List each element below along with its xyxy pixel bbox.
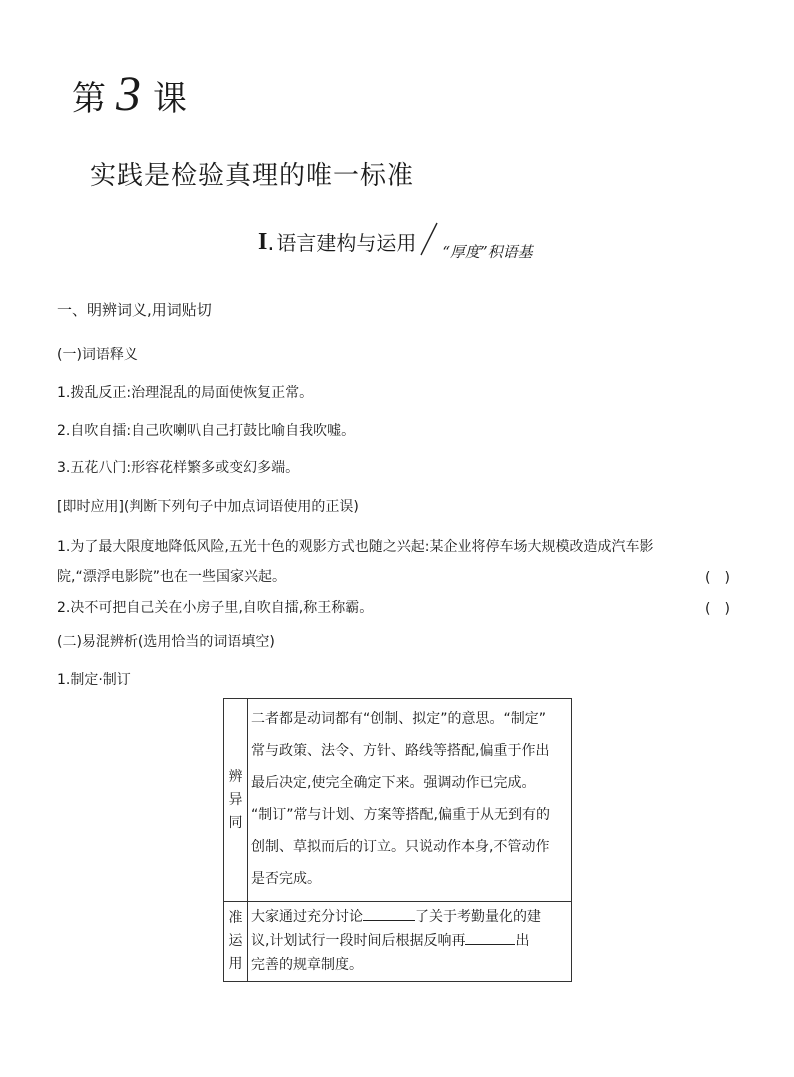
section-heading <box>258 222 533 261</box>
fill-blank-1[interactable] <box>363 906 415 921</box>
fill-blank-2[interactable] <box>465 930 515 945</box>
lesson-suffix: 课 <box>153 79 187 119</box>
lesson-number: 3 <box>116 65 141 121</box>
row-label-usage: 准 运 用 <box>224 902 248 982</box>
slash-divider-icon <box>419 222 439 256</box>
definition-item-2: 2.自吹自擂:自己吹喇叭自己打鼓比喻自我吹嘘。 <box>57 423 356 439</box>
definition-item-3: 3.五花八门:形容花样繁多或变幻多端。 <box>57 460 300 476</box>
lesson-prefix: 第 <box>72 79 106 119</box>
practice-label: [即时应用](判断下列句子中加点词语使用的正误) <box>57 499 359 515</box>
distinguish-text: 二者都是动词都有“创制、拟定”的意思。“制定” 常与政策、法令、方针、路线等搭配,偏重于作出 最后决定,使完全确定下来。强调动作已完成。 “制订”常与计划、方案等搭配,偏重于从无到有的 创制、草拟而后的订立。只说动作本身,不管动作 是否完成。 <box>248 699 572 902</box>
subheading-definitions: (一)词语释义 <box>57 347 138 363</box>
row-label-distinguish: 辨 异 同 <box>224 699 248 902</box>
section-subtitle: “厚度”积语基 <box>442 243 533 261</box>
page-title: 实践是检验真理的唯一标准 <box>90 161 415 191</box>
usage-text: 大家通过充分讨论 了关于考勤量化的建 议,计划试行一段时间后根据反响再 出 完善的规章制度。 <box>248 902 572 982</box>
subheading-confusables: (二)易混辨析(选用恰当的词语填空) <box>57 634 275 650</box>
section-name: 语言建构与运用 <box>276 231 417 255</box>
question-2: 2.决不可把自己关在小房子里,自吹自擂,称王称霸。 <box>57 600 374 616</box>
part-heading: 一、明辨词义,用词贴切 <box>57 301 212 319</box>
section-numeral: I <box>258 229 268 255</box>
question-1-line-2: 院,“漂浮电影院”也在一些国家兴起。 <box>57 569 286 585</box>
lesson-heading <box>72 64 187 124</box>
definition-item-1: 1.拨乱反正:治理混乱的局面使恢复正常。 <box>57 385 314 401</box>
table-row <box>224 699 572 902</box>
answer-bracket-1[interactable]: ( ) <box>705 570 730 586</box>
question-1-line-1: 1.为了最大限度地降低风险,五光十色的观影方式也随之兴起:某企业将停车场大规模改造成汽车影 <box>57 539 654 555</box>
section-dot: . <box>267 231 275 256</box>
answer-bracket-2[interactable]: ( ) <box>705 601 730 617</box>
word-pair: 1.制定·制订 <box>57 672 131 688</box>
comparison-table <box>223 698 572 982</box>
table-row <box>224 902 572 982</box>
